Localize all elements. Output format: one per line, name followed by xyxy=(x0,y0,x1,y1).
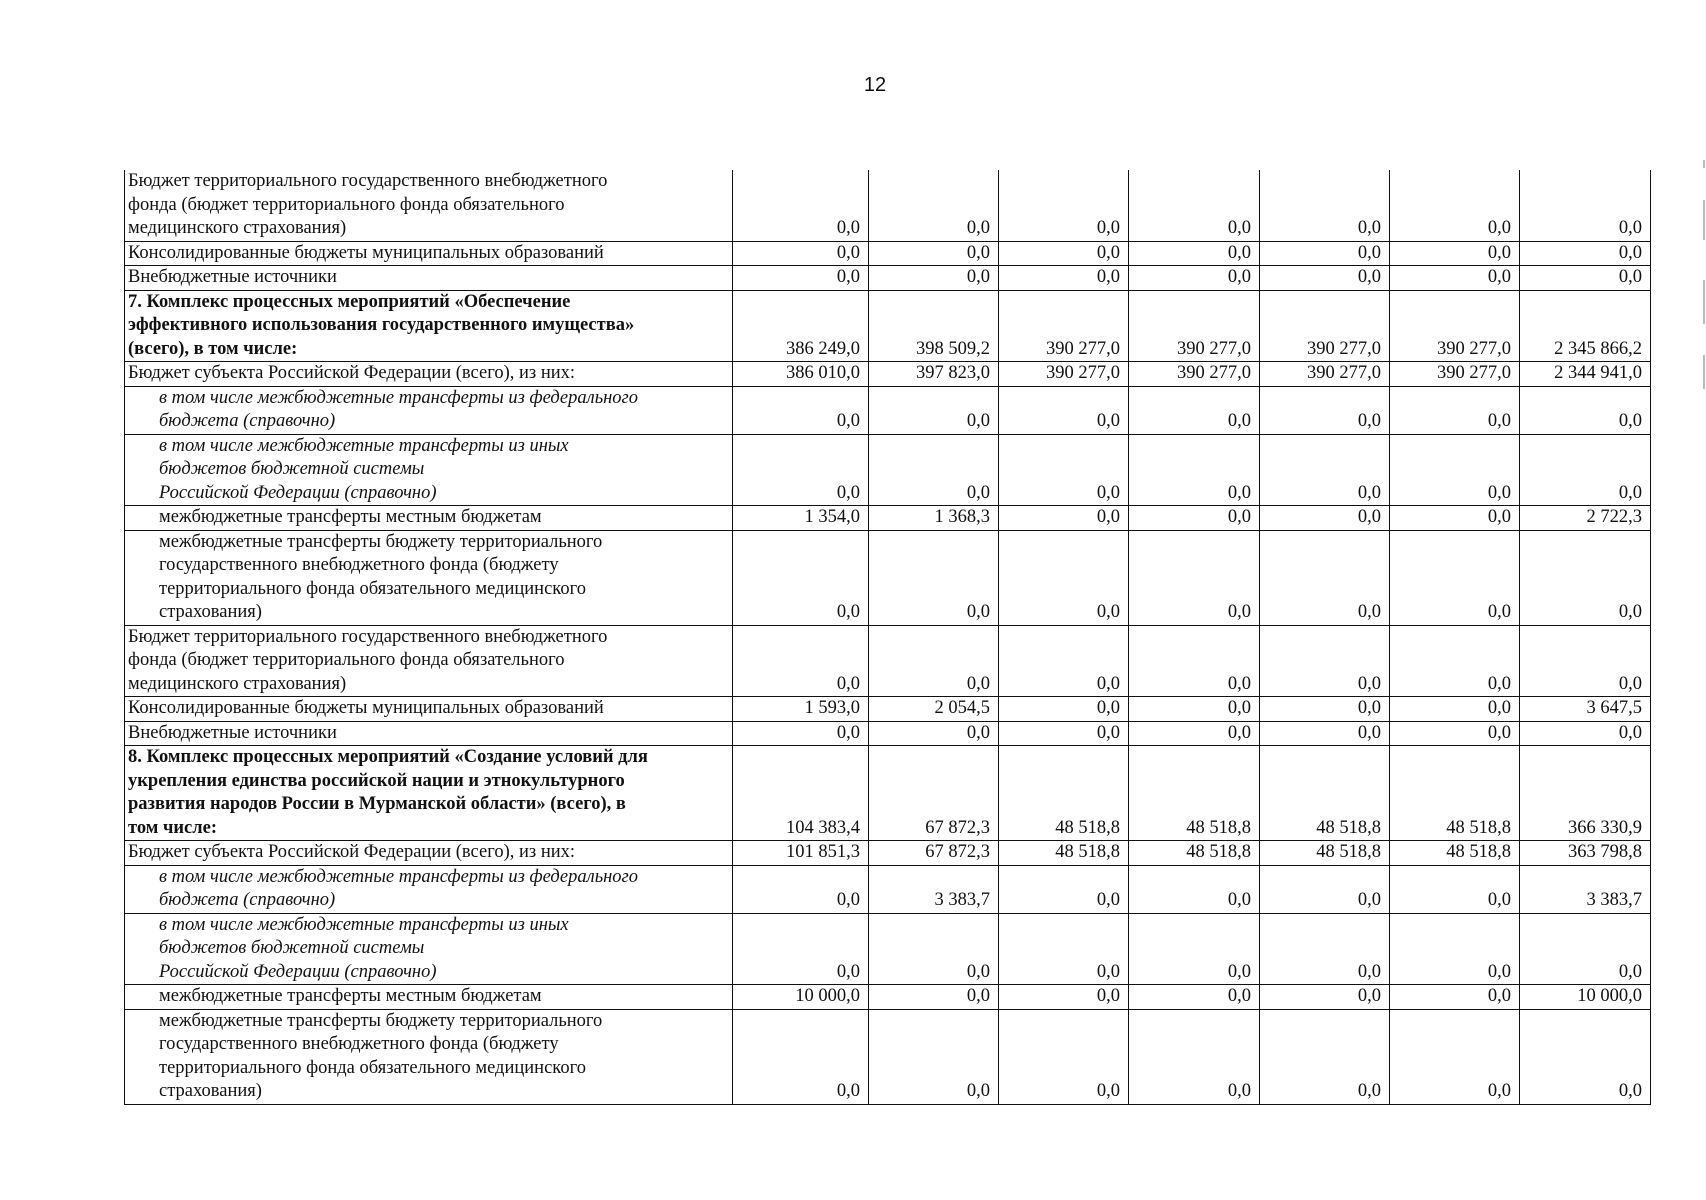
row-label: в том числе межбюджетные трансферты из федерального бюджета (справочно) xyxy=(125,865,733,913)
row-value: 363 798,8 xyxy=(1520,841,1651,866)
row-value: 0,0 xyxy=(869,434,999,506)
row-value: 386 010,0 xyxy=(733,362,869,387)
row-value: 0,0 xyxy=(869,530,999,625)
row-value: 0,0 xyxy=(733,913,869,985)
row-value: 3 383,7 xyxy=(1520,865,1651,913)
row-value: 0,0 xyxy=(1260,530,1390,625)
table-row xyxy=(125,721,1651,746)
row-label: в том числе межбюджетные трансферты из федерального бюджета (справочно) xyxy=(125,386,733,434)
row-value: 67 872,3 xyxy=(869,746,999,841)
row-value: 0,0 xyxy=(1260,170,1390,241)
row-value: 0,0 xyxy=(1129,865,1260,913)
row-value: 390 277,0 xyxy=(1260,290,1390,362)
row-value: 0,0 xyxy=(999,625,1129,697)
row-label: Консолидированные бюджеты муниципальных образований xyxy=(125,241,733,266)
row-value: 2 722,3 xyxy=(1520,506,1651,531)
row-value: 2 344 941,0 xyxy=(1520,362,1651,387)
row-value: 1 593,0 xyxy=(733,697,869,722)
row-value: 0,0 xyxy=(869,625,999,697)
row-value: 0,0 xyxy=(869,241,999,266)
row-value: 0,0 xyxy=(1390,985,1520,1010)
row-value: 0,0 xyxy=(1520,530,1651,625)
row-value: 0,0 xyxy=(1129,697,1260,722)
row-value: 0,0 xyxy=(999,241,1129,266)
row-value: 48 518,8 xyxy=(1129,746,1260,841)
row-value: 0,0 xyxy=(733,625,869,697)
row-label: Бюджет субъекта Российской Федерации (всего), из них: xyxy=(125,841,733,866)
row-label: Консолидированные бюджеты муниципальных образований xyxy=(125,697,733,722)
row-value: 0,0 xyxy=(1260,913,1390,985)
row-value: 0,0 xyxy=(1390,386,1520,434)
table-row xyxy=(125,241,1651,266)
row-value: 0,0 xyxy=(733,1009,869,1104)
row-value: 3 383,7 xyxy=(869,865,999,913)
row-value: 0,0 xyxy=(1129,170,1260,241)
row-value: 0,0 xyxy=(999,386,1129,434)
row-value: 0,0 xyxy=(1260,865,1390,913)
table-row xyxy=(125,386,1651,434)
row-value: 397 823,0 xyxy=(869,362,999,387)
row-value: 386 249,0 xyxy=(733,290,869,362)
row-value: 0,0 xyxy=(1520,721,1651,746)
row-label: межбюджетные трансферты бюджету территориального государственного внебюджетного фонда (бюджету территориального фонда обязательного медицинского страхования) xyxy=(125,530,733,625)
row-value: 0,0 xyxy=(999,434,1129,506)
row-value: 0,0 xyxy=(999,170,1129,241)
row-value: 1 368,3 xyxy=(869,506,999,531)
row-value: 0,0 xyxy=(1520,386,1651,434)
row-value: 390 277,0 xyxy=(999,290,1129,362)
row-value: 0,0 xyxy=(1129,913,1260,985)
row-value: 0,0 xyxy=(1390,530,1520,625)
row-value: 67 872,3 xyxy=(869,841,999,866)
row-value: 390 277,0 xyxy=(1260,362,1390,387)
row-value: 0,0 xyxy=(1129,530,1260,625)
table-row xyxy=(125,290,1651,362)
row-value: 0,0 xyxy=(1260,721,1390,746)
row-value: 0,0 xyxy=(1390,721,1520,746)
row-value: 0,0 xyxy=(999,1009,1129,1104)
table-row xyxy=(125,913,1651,985)
row-value: 0,0 xyxy=(999,985,1129,1010)
row-value: 0,0 xyxy=(733,241,869,266)
row-value: 0,0 xyxy=(733,530,869,625)
row-value: 0,0 xyxy=(999,506,1129,531)
row-value: 2 054,5 xyxy=(869,697,999,722)
row-value: 48 518,8 xyxy=(1260,746,1390,841)
row-value: 0,0 xyxy=(869,721,999,746)
margin-marks xyxy=(1700,160,1706,420)
row-value: 390 277,0 xyxy=(1129,290,1260,362)
row-value: 0,0 xyxy=(1520,241,1651,266)
row-value: 48 518,8 xyxy=(1260,841,1390,866)
row-label: Бюджет территориального государственного внебюджетного фонда (бюджет территориального фонда обязательного медицинского страхования) xyxy=(125,170,733,241)
row-value: 0,0 xyxy=(1260,386,1390,434)
table-row xyxy=(125,625,1651,697)
row-value: 0,0 xyxy=(1260,506,1390,531)
row-value: 0,0 xyxy=(1129,721,1260,746)
row-value: 0,0 xyxy=(1129,386,1260,434)
row-value: 0,0 xyxy=(1390,625,1520,697)
row-value: 0,0 xyxy=(733,434,869,506)
row-value: 0,0 xyxy=(1520,625,1651,697)
row-label: 8. Комплекс процессных мероприятий «Создание условий для укрепления единства российской нации и этнокультурного развития народов России в Мурманской области» (всего), в том числе: xyxy=(125,746,733,841)
row-value: 48 518,8 xyxy=(1390,746,1520,841)
row-value: 0,0 xyxy=(1390,241,1520,266)
row-value: 0,0 xyxy=(1129,266,1260,291)
row-value: 390 277,0 xyxy=(1129,362,1260,387)
row-value: 0,0 xyxy=(1129,985,1260,1010)
row-value: 0,0 xyxy=(999,530,1129,625)
row-value: 0,0 xyxy=(1260,1009,1390,1104)
row-value: 0,0 xyxy=(1520,1009,1651,1104)
row-value: 0,0 xyxy=(1390,865,1520,913)
row-value: 0,0 xyxy=(1260,266,1390,291)
row-value: 104 383,4 xyxy=(733,746,869,841)
row-value: 1 354,0 xyxy=(733,506,869,531)
row-label: Внебюджетные источники xyxy=(125,266,733,291)
row-label: межбюджетные трансферты бюджету территориального государственного внебюджетного фонда (бюджету территориального фонда обязательного медицинского страхования) xyxy=(125,1009,733,1104)
row-label: Бюджет субъекта Российской Федерации (всего), из них: xyxy=(125,362,733,387)
row-value: 48 518,8 xyxy=(1390,841,1520,866)
row-value: 2 345 866,2 xyxy=(1520,290,1651,362)
table-row xyxy=(125,530,1651,625)
row-value: 10 000,0 xyxy=(733,985,869,1010)
row-value: 0,0 xyxy=(733,266,869,291)
row-value: 10 000,0 xyxy=(1520,985,1651,1010)
row-value: 390 277,0 xyxy=(1390,290,1520,362)
table-row xyxy=(125,266,1651,291)
table-row xyxy=(125,170,1651,241)
row-value: 0,0 xyxy=(1260,241,1390,266)
row-value: 0,0 xyxy=(999,721,1129,746)
row-value: 390 277,0 xyxy=(1390,362,1520,387)
row-value: 0,0 xyxy=(1390,266,1520,291)
row-value: 0,0 xyxy=(999,865,1129,913)
row-label: в том числе межбюджетные трансферты из иных бюджетов бюджетной системы Российской Федерации (справочно) xyxy=(125,913,733,985)
row-label: в том числе межбюджетные трансферты из иных бюджетов бюджетной системы Российской Федерации (справочно) xyxy=(125,434,733,506)
row-value: 0,0 xyxy=(1260,697,1390,722)
row-label: Внебюджетные источники xyxy=(125,721,733,746)
row-value: 366 330,9 xyxy=(1520,746,1651,841)
table-row xyxy=(125,697,1651,722)
row-value: 0,0 xyxy=(1520,434,1651,506)
row-value: 0,0 xyxy=(999,266,1129,291)
row-value: 48 518,8 xyxy=(1129,841,1260,866)
row-value: 48 518,8 xyxy=(999,841,1129,866)
row-label: Бюджет территориального государственного внебюджетного фонда (бюджет территориального фонда обязательного медицинского страхования) xyxy=(125,625,733,697)
row-label: межбюджетные трансферты местным бюджетам xyxy=(125,985,733,1010)
row-value: 0,0 xyxy=(1520,913,1651,985)
row-value: 101 851,3 xyxy=(733,841,869,866)
table-row xyxy=(125,506,1651,531)
page-number: 12 xyxy=(863,74,887,96)
budget-table-body xyxy=(125,170,1651,1104)
row-label: межбюджетные трансферты местным бюджетам xyxy=(125,506,733,531)
row-value: 0,0 xyxy=(1390,434,1520,506)
row-value: 0,0 xyxy=(1390,697,1520,722)
row-value: 0,0 xyxy=(999,913,1129,985)
row-value: 390 277,0 xyxy=(999,362,1129,387)
row-value: 0,0 xyxy=(1260,625,1390,697)
row-value: 0,0 xyxy=(1129,1009,1260,1104)
budget-table xyxy=(124,170,1651,1105)
row-value: 0,0 xyxy=(869,386,999,434)
row-value: 0,0 xyxy=(1390,506,1520,531)
row-value: 0,0 xyxy=(1129,506,1260,531)
row-value: 0,0 xyxy=(1390,170,1520,241)
row-value: 0,0 xyxy=(869,266,999,291)
table-row xyxy=(125,434,1651,506)
row-value: 0,0 xyxy=(1390,913,1520,985)
row-value: 398 509,2 xyxy=(869,290,999,362)
row-value: 3 647,5 xyxy=(1520,697,1651,722)
table-row xyxy=(125,362,1651,387)
row-label: 7. Комплекс процессных мероприятий «Обеспечение эффективного использования государственного имущества» (всего), в том числе: xyxy=(125,290,733,362)
row-value: 0,0 xyxy=(1129,434,1260,506)
row-value: 0,0 xyxy=(869,170,999,241)
row-value: 0,0 xyxy=(733,170,869,241)
table-row xyxy=(125,746,1651,841)
row-value: 0,0 xyxy=(1390,1009,1520,1104)
row-value: 0,0 xyxy=(999,697,1129,722)
row-value: 0,0 xyxy=(869,1009,999,1104)
row-value: 0,0 xyxy=(1129,241,1260,266)
row-value: 0,0 xyxy=(869,985,999,1010)
table-row xyxy=(125,865,1651,913)
row-value: 0,0 xyxy=(1129,625,1260,697)
row-value: 0,0 xyxy=(733,721,869,746)
row-value: 0,0 xyxy=(1260,985,1390,1010)
table-row xyxy=(125,985,1651,1010)
row-value: 0,0 xyxy=(733,386,869,434)
row-value: 48 518,8 xyxy=(999,746,1129,841)
row-value: 0,0 xyxy=(869,913,999,985)
table-row xyxy=(125,1009,1651,1104)
row-value: 0,0 xyxy=(1520,266,1651,291)
row-value: 0,0 xyxy=(1260,434,1390,506)
row-value: 0,0 xyxy=(733,865,869,913)
row-value: 0,0 xyxy=(1520,170,1651,241)
table-row xyxy=(125,841,1651,866)
